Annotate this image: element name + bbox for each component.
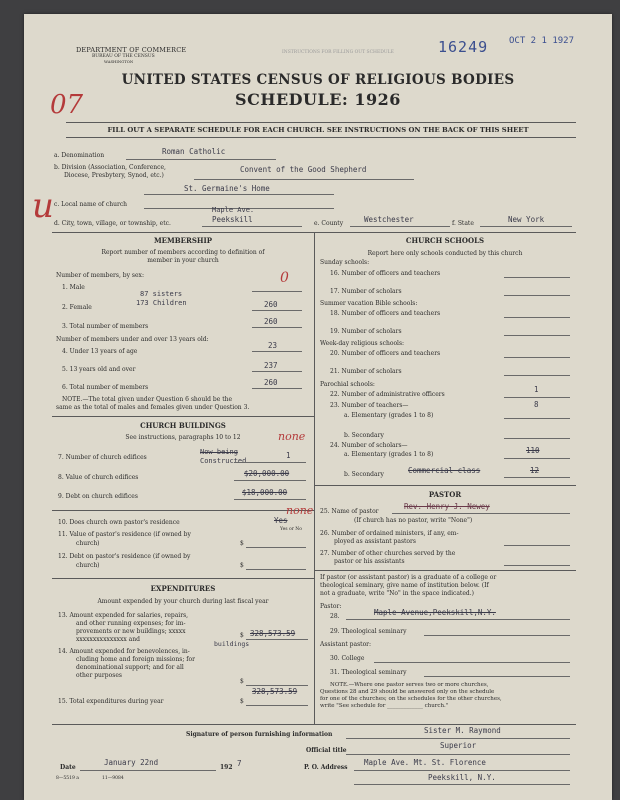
q1-value: 0: [280, 270, 289, 286]
buildings-intro: See instructions, paragraphs 10 to 12: [125, 434, 241, 441]
q16-label: 16. Number of officers and teachers: [330, 270, 441, 277]
underline: [202, 226, 302, 227]
q27-label-2: pastor or his assistants: [334, 558, 405, 565]
assistant-pastor-label: Assistant pastor:: [320, 641, 372, 648]
underline: [252, 351, 302, 352]
q15-value: 328,573.59: [252, 687, 298, 696]
underline: [194, 179, 414, 180]
graduate-instruction: If pastor (or assistant pastor) is a graduate of a college or: [320, 574, 497, 581]
underline: [424, 635, 570, 636]
summer-label: Summer vacation Bible schools:: [320, 300, 418, 307]
underline: [354, 784, 570, 785]
q22-value: 1: [534, 385, 539, 394]
q2-label: 2. Female: [62, 304, 92, 311]
schools-intro: Report here only schools conducted by this church: [367, 250, 523, 257]
q27-label: 27. Number of other churches served by the: [320, 550, 456, 557]
q5-label: 5. 13 years old and over: [62, 366, 136, 373]
date-value: January 22nd: [104, 758, 159, 767]
q18-label: 18. Number of officers and teachers: [330, 310, 441, 317]
underline: [246, 705, 308, 706]
q14-dollar: $: [240, 678, 244, 685]
department-label: DEPARTMENT OF COMMERCE: [76, 46, 187, 54]
form-code-2: 11—9084: [102, 776, 124, 781]
q13-dollar: $: [240, 632, 244, 639]
q24b-note: Commercial class: [408, 466, 481, 475]
q13-note: buildings: [214, 640, 250, 648]
local-name-value: St. Germaine's Home: [184, 184, 270, 193]
denomination-value: Roman Catholic: [162, 147, 226, 156]
underline: [480, 226, 572, 227]
q24a-value: 110: [526, 446, 540, 455]
division-label: b. Division (Association, Conference,: [54, 164, 166, 171]
q24a-label: a. Elementary (grades 1 to 8): [344, 451, 434, 458]
q7-note-1: Now being: [200, 448, 238, 456]
q28-value: Maple Avenue,Peekskill,N.Y.: [374, 608, 496, 617]
serial-number-stamp: 16249: [438, 38, 489, 56]
faint-instructions: INSTRUCTIONS FOR FILLING OUT SCHEDULE: [282, 50, 394, 55]
county-label: e. County: [314, 220, 344, 227]
q14-label-2: cluding home and foreign missions; for: [76, 656, 195, 663]
q13-label-2: and other running expenses; for im-: [76, 620, 186, 627]
margin-mark-u: u: [32, 186, 54, 226]
membership-note-2: same as the total of males and females given under Question 3.: [56, 404, 250, 411]
sunday-label: Sunday schools:: [320, 259, 370, 266]
divider: [66, 137, 576, 138]
buildings-heading: CHURCH BUILDINGS: [140, 421, 226, 430]
bureau-label: BUREAU OF THE CENSUS: [92, 54, 155, 59]
membership-intro-2: member in your church: [147, 257, 219, 264]
signature-label: Signature of person furnishing information: [186, 731, 333, 738]
q14-label-4: other purposes: [76, 672, 122, 679]
underline: [346, 619, 570, 620]
official-title-label: Official title: [306, 747, 347, 754]
q3-label: 3. Total number of members: [62, 323, 149, 330]
date-label: Date: [60, 764, 76, 771]
form-title: UNITED STATES CENSUS OF RELIGIOUS BODIES: [121, 72, 515, 88]
parochial-label: Parochial schools:: [320, 381, 375, 388]
underline: [246, 569, 306, 570]
divider: [314, 570, 576, 571]
q7-value: 1: [286, 451, 291, 460]
po-address-label: P. O. Address: [304, 764, 348, 771]
underline: [374, 662, 570, 663]
local-name-label: c. Local name of church: [54, 201, 128, 208]
form-subtitle: SCHEDULE: 1926: [235, 90, 401, 109]
q25-label: 25. Name of pastor: [320, 508, 379, 515]
pastor-note-2: Questions 28 and 29 should be answered only on the schedule: [320, 689, 495, 695]
census-schedule-form: [24, 14, 612, 800]
q24-label: 24. Number of scholars—: [330, 442, 408, 449]
underline: [504, 335, 570, 336]
q4-value: 23: [268, 341, 278, 350]
weekday-label: Week-day religious schools:: [320, 340, 405, 347]
division-label-2: Diocese, Presbytery, Synod, etc.): [64, 172, 164, 179]
underline: [246, 639, 308, 640]
underline: [504, 458, 570, 459]
pastor-label: Pastor:: [320, 603, 342, 610]
q25-hint: (If church has no pastor, write "None"): [354, 517, 473, 524]
column-divider: [314, 232, 315, 724]
expenditures-heading: EXPENDITURES: [150, 584, 216, 593]
q23-value: 8: [534, 400, 539, 409]
q23b-label: b. Secondary: [344, 432, 384, 439]
by-sex-label: Number of members, by sex:: [56, 272, 144, 279]
state-value: New York: [508, 215, 545, 224]
q2-value: 260: [264, 300, 278, 309]
q17-label: 17. Number of scholars: [330, 288, 402, 295]
county-value: Westchester: [364, 215, 414, 224]
underline: [504, 477, 570, 478]
q5-value: 237: [264, 361, 278, 370]
date-year-prefix: 192: [220, 764, 233, 771]
divider: [314, 485, 576, 486]
q4-label: 4. Under 13 years of age: [62, 348, 138, 355]
underline: [346, 754, 570, 755]
q6-value: 260: [264, 378, 278, 387]
state-label: f. State: [452, 220, 474, 227]
divider: [52, 416, 314, 417]
underline: [252, 371, 302, 372]
q11-label: 11. Value of pastor's residence (if owned by: [58, 531, 191, 538]
q12-label: 12. Debt on pastor's residence (if owned by: [58, 553, 191, 560]
graduate-instruction-3: not a graduate, write "No" in the space indicated.): [320, 590, 474, 597]
underline: [504, 438, 570, 439]
underline: [424, 676, 570, 677]
q24b-label: b. Secondary: [344, 471, 384, 478]
q12-label-2: church): [76, 562, 100, 569]
schools-heading: CHURCH SCHOOLS: [405, 236, 485, 245]
q28-label: 28.: [330, 613, 340, 620]
q9-label: 9. Debt on church edifices: [58, 493, 138, 500]
divider: [66, 122, 576, 123]
q8-value: $20,000.00: [244, 469, 290, 478]
q10-value: Yes: [274, 516, 288, 525]
q21-label: 21. Number of scholars: [330, 368, 402, 375]
q10-mark: none: [286, 504, 314, 517]
q13-label-4: xxxxxxxxxxxxxxx and: [76, 636, 140, 643]
divider: [52, 510, 314, 511]
city-value-line1: Maple Ave.: [212, 206, 255, 214]
underline: [80, 770, 216, 771]
q11-dollar: $: [240, 540, 244, 547]
q2-note-2: 173 Children: [136, 299, 187, 307]
q24b-value: 12: [530, 466, 540, 475]
underline: [504, 545, 570, 546]
q20-label: 20. Number of officers and teachers: [330, 350, 441, 357]
underline: [252, 388, 302, 389]
q2-note-1: 87 sisters: [140, 290, 183, 298]
q7-label: 7. Number of church edifices: [58, 454, 147, 461]
graduate-instruction-2: theological seminary, give name of institution below. (If: [320, 582, 489, 589]
q30-label: 30. College: [330, 655, 365, 662]
q13-value: 328,573.59: [250, 629, 296, 638]
q15-dollar: $: [240, 698, 244, 705]
pastor-heading: PASTOR: [428, 490, 462, 499]
expenditures-intro: Amount expended by your church during last fiscal year: [97, 598, 269, 605]
underline: [252, 310, 302, 311]
underline: [246, 685, 308, 686]
underline: [126, 159, 276, 160]
form-code: 8—5519 a: [56, 776, 79, 781]
q23-label: 23. Number of teachers—: [330, 402, 409, 409]
underline: [504, 317, 570, 318]
po-address-value-2: Peekskill, N.Y.: [428, 773, 496, 782]
q31-label: 31. Theological seminary: [330, 669, 407, 676]
city-value-line2: Peekskill: [212, 215, 253, 224]
q1-label: 1. Male: [62, 284, 85, 291]
city-label: WASHINGTON: [104, 59, 134, 64]
official-title-value: Superior: [440, 741, 477, 750]
age-label: Number of members under and over 13 years old:: [56, 336, 209, 343]
q19-label: 19. Number of scholars: [330, 328, 402, 335]
underline: [234, 499, 306, 500]
q22-label: 22. Number of administrative officers: [330, 391, 445, 398]
date-stamp: OCT 2 1 1927: [509, 36, 575, 46]
underline: [234, 462, 306, 463]
underline: [504, 397, 570, 398]
q26-label: 26. Number of ordained ministers, if any, em-: [320, 530, 459, 537]
q12-dollar: $: [240, 562, 244, 569]
q13-label-3: provements or new buildings; xxxxx: [76, 628, 186, 635]
po-address-value-1: Maple Ave. Mt. St. Florence: [364, 758, 486, 767]
date-year-digit: 7: [237, 759, 242, 768]
underline: [234, 480, 306, 481]
underline: [504, 277, 570, 278]
q29-label: 29. Theological seminary: [330, 628, 407, 635]
signature-value: Sister M. Raymond: [424, 726, 501, 735]
q25-value: Rev. Henry J. Newey: [404, 502, 490, 511]
q26-label-2: ployed as assistant pastors: [334, 538, 416, 545]
q9-value: $18,000.00: [242, 488, 288, 497]
underline: [504, 375, 570, 376]
q8-label: 8. Value of church edifices: [58, 474, 139, 481]
q10-hint: Yes or No: [280, 527, 302, 532]
q7-note-2: Constructed: [200, 457, 247, 465]
q7-mark: none: [278, 430, 306, 443]
division-value: Convent of the Good Shepherd: [240, 165, 367, 174]
q14-label: 14. Amount expended for benevolences, in-: [58, 648, 190, 655]
form-instruction: FILL OUT A SEPARATE SCHEDULE FOR EACH CHURCH. SEE INSTRUCTIONS ON THE BACK OF THIS SHEET: [107, 126, 529, 134]
underline: [144, 194, 334, 195]
divider: [52, 578, 314, 579]
q10-label: 10. Does church own pastor's residence: [58, 519, 180, 526]
underline: [354, 770, 570, 771]
q13-label: 13. Amount expended for salaries, repairs,: [58, 612, 189, 619]
city-label: d. City, town, village, or township, etc.: [54, 220, 171, 227]
q15-label: 15. Total expenditures during year: [58, 698, 164, 705]
q6-label: 6. Total number of members: [62, 384, 149, 391]
underline: [246, 547, 306, 548]
pastor-note: NOTE.—Where one pastor serves two or more churches,: [330, 682, 489, 688]
underline: [350, 226, 450, 227]
membership-note: NOTE.—The total given under Question 6 should be the: [62, 396, 233, 403]
underline: [252, 327, 302, 328]
membership-heading: MEMBERSHIP: [153, 236, 213, 245]
q11-label-2: church): [76, 540, 100, 547]
membership-intro: Report number of members according to definition of: [101, 249, 265, 256]
q23a-label: a. Elementary (grades 1 to 8): [344, 412, 434, 419]
underline: [504, 565, 570, 566]
pastor-note-3: for one of the churches; on the schedules for the other churches,: [320, 696, 502, 702]
margin-mark-07: 07: [50, 90, 84, 120]
underline: [504, 357, 570, 358]
underline: [346, 738, 570, 739]
underline: [504, 418, 570, 419]
q14-label-3: denominational support; and for all: [76, 664, 184, 671]
underline: [252, 291, 302, 292]
q3-value: 260: [264, 317, 278, 326]
grid-bottom: [52, 724, 576, 725]
denomination-label: a. Denomination: [54, 152, 105, 159]
pastor-note-4: write "See schedule for _____________ church.": [320, 703, 449, 709]
underline: [504, 295, 570, 296]
underline: [392, 513, 570, 514]
